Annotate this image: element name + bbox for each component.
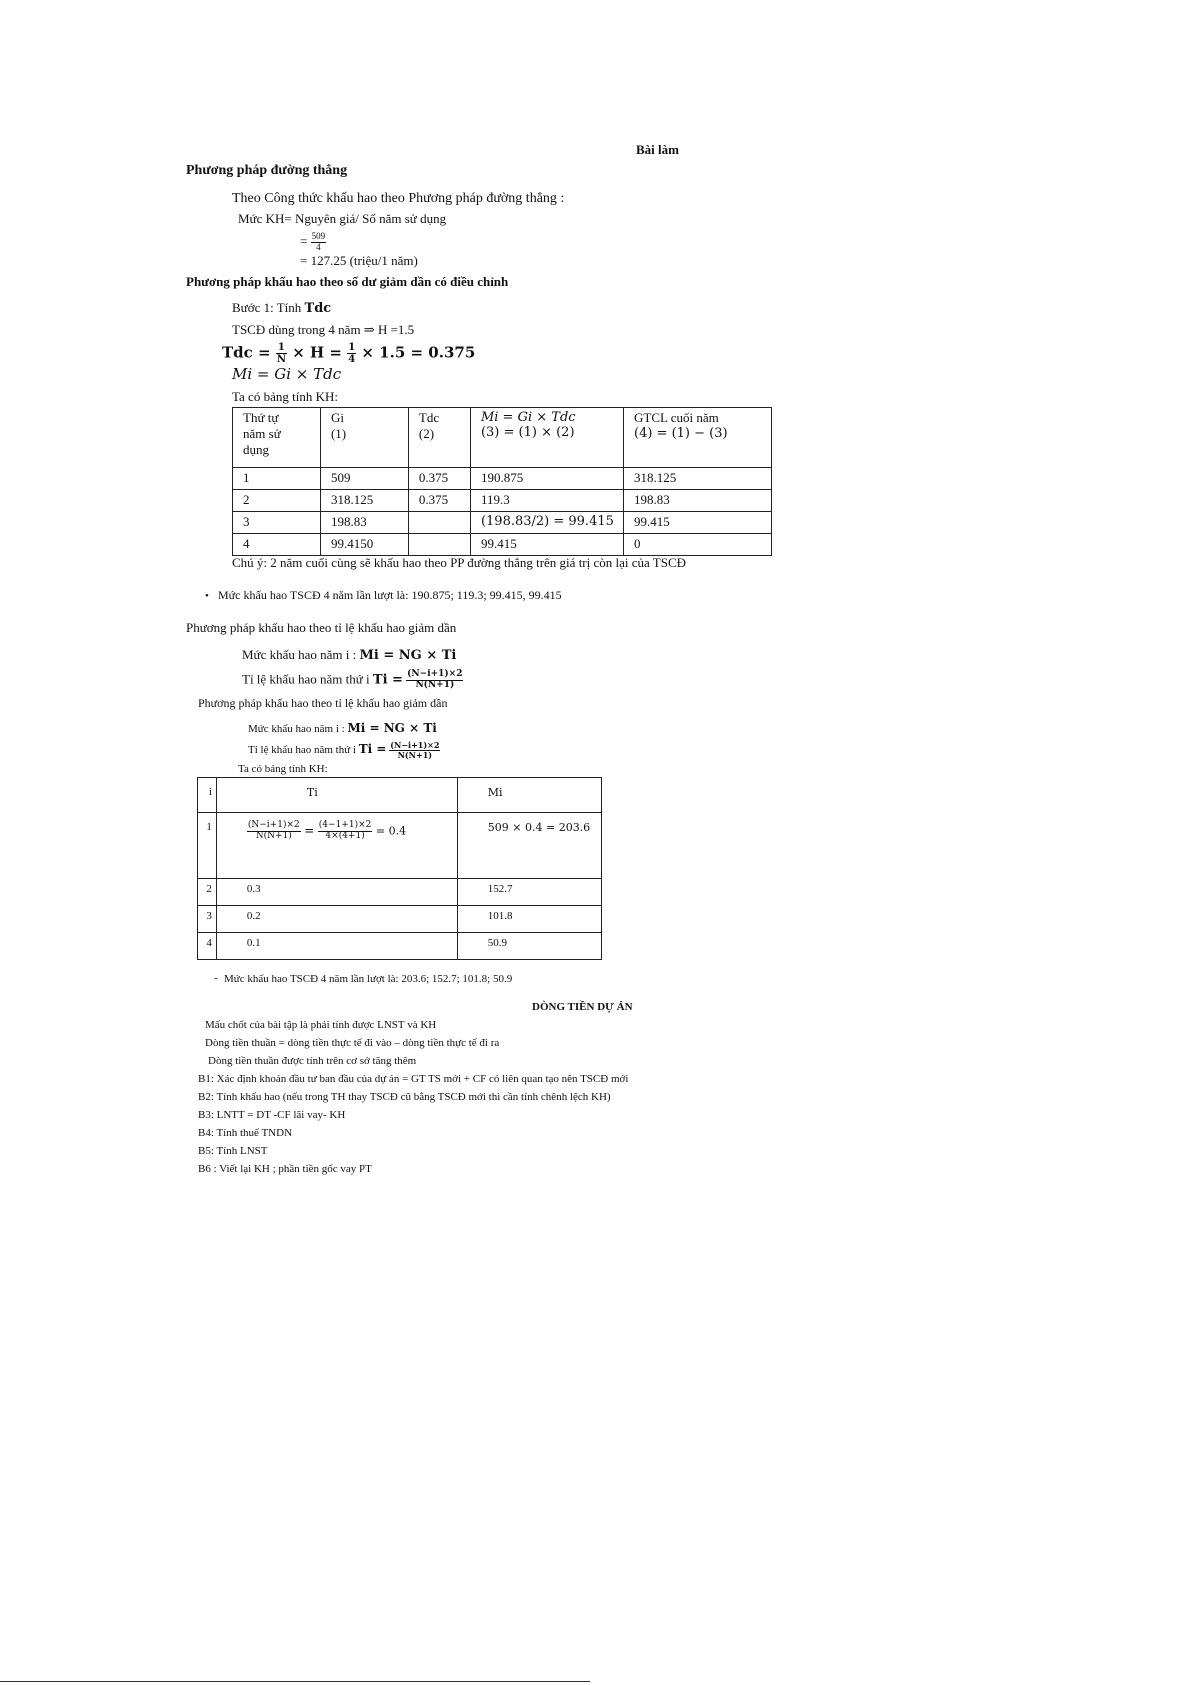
table-row: 1 $\frac{(N-i+1)\times 2}{N(N+1)}$ = $\frac{(4-1+1)\times 2}{4\times(4+1)}$ = 0.4 509 × 0.4 = 203.6 bbox=[198, 813, 602, 879]
table1-intro: Ta có bảng tính KH: bbox=[232, 389, 338, 404]
section2-step1: Bước 1: Tính Tdc bbox=[232, 300, 332, 316]
section1-eq2: = 127.25 (triệu/1 năm) bbox=[300, 253, 418, 268]
header-cell: GTCL cuối năm (4) = (1) − (3) bbox=[624, 408, 772, 468]
eq1-prefix: = bbox=[300, 233, 308, 249]
header-cell: Thứ tự năm sử dụng bbox=[233, 408, 321, 468]
section3-ti: Tỉ lệ khấu hao năm thứ i Ti = $\frac{(N-i+1)\times 2}{N(N+1)}$ bbox=[242, 669, 463, 690]
table1-note: Chú ý: 2 năm cuối cùng sẽ khấu hao theo PP đường thẳng trên giá trị còn lại của TSCĐ bbox=[232, 555, 687, 570]
dash-icon: - bbox=[214, 972, 218, 984]
section4-line-1: Mấu chốt của bài tập là phải tính được LNST và KH bbox=[205, 1019, 437, 1031]
section3-title-repeat: Phương pháp khấu hao theo tỉ lệ khấu hao giảm dần bbox=[198, 696, 448, 710]
tdc-symbol: Tdc bbox=[304, 301, 332, 316]
section2-summary: Mức khấu hao TSCĐ 4 năm lần lượt là: 190.875; 119.3; 99.415, 99.415 bbox=[218, 588, 562, 602]
header-cell: Mi = Gi × Tdc (3) = (1) × (2) bbox=[470, 408, 623, 468]
section4-line-2: Dòng tiền thuần = dòng tiền thực tế đi vào – dòng tiền thực tế đi ra bbox=[205, 1037, 500, 1049]
table2-intro: Ta có bảng tính KH: bbox=[238, 763, 328, 775]
section3-mi: Mức khấu hao năm i : Mi = NG × Ti bbox=[242, 647, 457, 663]
section4-title: DÒNG TIỀN DỰ ÁN bbox=[532, 1001, 633, 1013]
section4-step-4: B4: Tính thuế TNDN bbox=[198, 1127, 293, 1139]
section2-title: Phương pháp khấu hao theo số dư giảm dần có điều chỉnh bbox=[186, 274, 509, 289]
header-cell: Gi (1) bbox=[320, 408, 408, 468]
page-title: Bài làm bbox=[636, 142, 679, 157]
table-row: 4 99.4150 99.415 0 bbox=[233, 534, 772, 556]
table-row: 3 198.83 (198.83/2) = 99.415 99.415 bbox=[233, 512, 772, 534]
section4-line-3: Dòng tiền thuần được tính trên cơ sở tăng thêm bbox=[208, 1055, 417, 1067]
footer-divider bbox=[0, 1681, 590, 1682]
section3-title: Phương pháp khấu hao theo tỉ lệ khấu hao giảm dần bbox=[186, 620, 457, 635]
table-row: 1 509 0.375 190.875 318.125 bbox=[233, 468, 772, 490]
eq1-fraction: $\frac{509}{4}$ bbox=[311, 231, 326, 252]
section1-intro: Theo Công thức khấu hao theo Phương pháp đường thẳng : bbox=[232, 191, 565, 206]
section3-summary: Mức khấu hao TSCĐ 4 năm lần lượt là: 203.6; 152.7; 101.8; 50.9 bbox=[224, 973, 513, 985]
section4-step-5: B5: Tính LNST bbox=[198, 1145, 268, 1157]
header-cell: Tdc (2) bbox=[408, 408, 470, 468]
section3-mi-repeat: Mức khấu hao năm i : Mi = NG × Ti bbox=[248, 721, 437, 735]
table-header-row: i Ti Mi bbox=[198, 778, 602, 813]
section4-step-1: B1: Xác định khoản đầu tư ban đầu của dự án = GT TS mới + CF có liên quan tạo nên TSCĐ mới bbox=[198, 1073, 629, 1085]
depreciation-table-1 bbox=[232, 407, 772, 556]
bullet-icon: • bbox=[205, 590, 209, 602]
table-row: 2 318.125 0.375 119.3 198.83 bbox=[233, 490, 772, 512]
depreciation-table-2 bbox=[197, 777, 602, 960]
section1-title: Phương pháp đường thẳng bbox=[186, 163, 348, 178]
section1-formula: Mức KH= Nguyên giá/ Số năm sử dụng bbox=[238, 211, 447, 226]
section4-step-2: B2: Tính khấu hao (nếu trong TH thay TSCĐ cũ bằng TSCĐ mới thì cần tính chênh lệch KH) bbox=[198, 1091, 611, 1103]
mi-formula: Mi = Gi × Tdc bbox=[232, 365, 342, 383]
ti-cell: $\frac{(N-i+1)\times 2}{N(N+1)}$ = $\frac{(4-1+1)\times 2}{4\times(4+1)}$ = 0.4 bbox=[216, 813, 457, 879]
tdc-formula: Tdc = $\frac{1}{N}$ × H = $\frac{1}{4}$ × 1.5 = 0.375 bbox=[222, 342, 476, 365]
section3-ti-repeat: Tỉ lệ khấu hao năm thứ i Ti = $\frac{(N-i+1)\times 2}{N(N+1)}$ bbox=[248, 740, 440, 760]
section1-eq1 bbox=[300, 232, 326, 253]
section4-step-3: B3: LNTT = DT -CF lãi vay- KH bbox=[198, 1109, 346, 1121]
table-row: 3 0.2 101.8 bbox=[198, 906, 602, 933]
section4-step-6: B6 : Viết lại KH ; phần tiền gốc vay PT bbox=[198, 1163, 372, 1175]
table-row: 2 0.3 152.7 bbox=[198, 879, 602, 906]
table-row: 4 0.1 50.9 bbox=[198, 933, 602, 960]
table-header-row bbox=[233, 408, 772, 468]
section2-usage: TSCĐ dùng trong 4 năm ⇒ H =1.5 bbox=[232, 322, 415, 337]
